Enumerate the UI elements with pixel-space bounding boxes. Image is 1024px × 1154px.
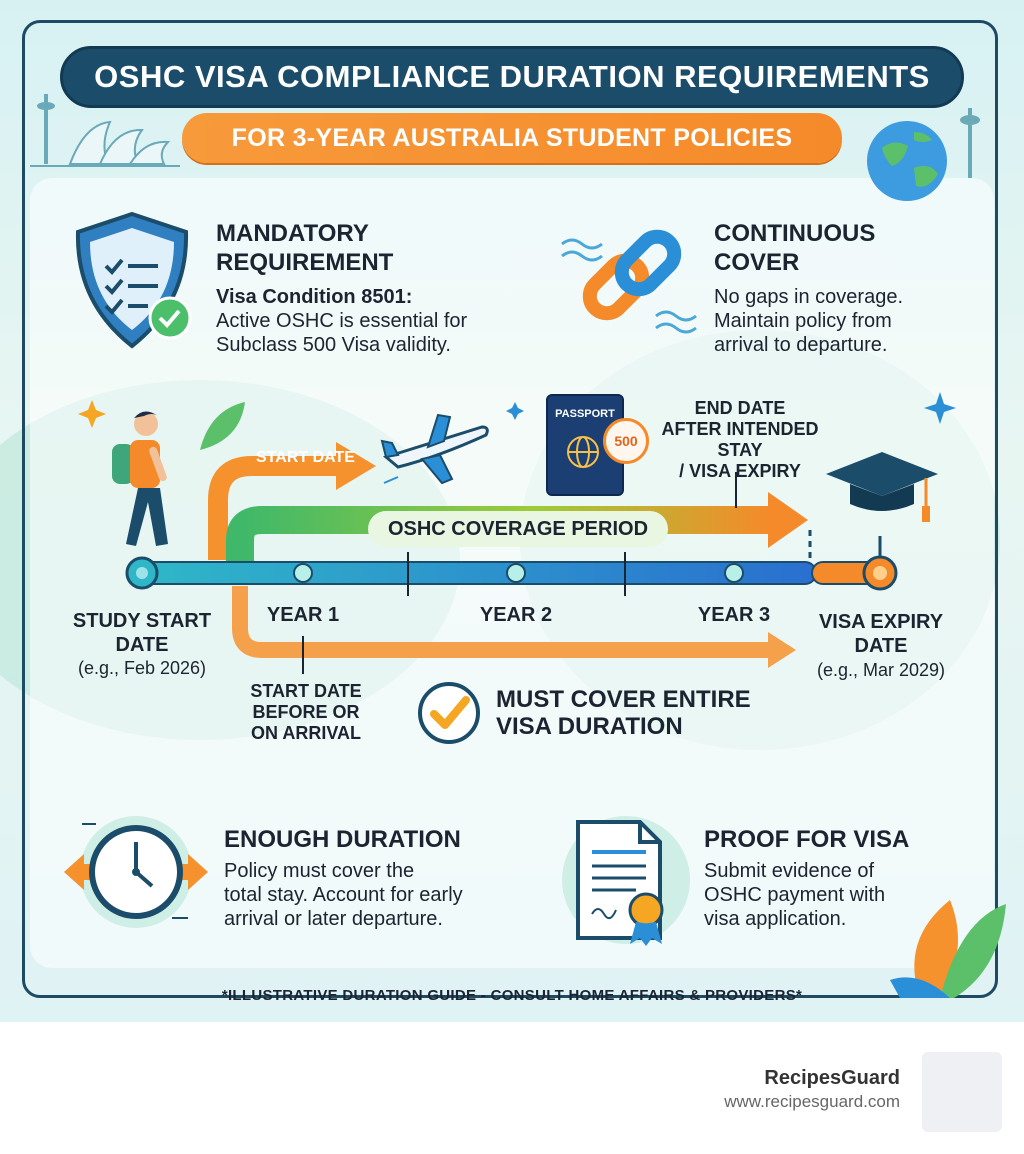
- proof-heading: PROOF FOR VISA: [704, 826, 910, 853]
- passport-label: PASSPORT: [555, 408, 615, 420]
- must-cover-label: [496, 686, 751, 740]
- study-start-line: DATE: [115, 634, 169, 656]
- before-arrival-label: [236, 681, 376, 744]
- walking-student-icon: [104, 406, 184, 554]
- proof-description: [704, 859, 885, 931]
- study-start-example: (e.g., Feb 2026): [77, 658, 207, 678]
- stamp-number: 500: [614, 433, 638, 449]
- sparkle-icon: [506, 402, 524, 420]
- brand-logo: [922, 1052, 1002, 1132]
- continuous-heading: [714, 219, 875, 277]
- page-subtitle: FOR 3-YEAR AUSTRALIA STUDENT POLICIES: [231, 123, 793, 152]
- end-date-line: AFTER INTENDED STAY: [661, 419, 819, 460]
- brand-url: www.recipesguard.com: [724, 1092, 900, 1111]
- before-arrival-line: ON ARRIVAL: [251, 723, 361, 743]
- study-start-label: [52, 609, 232, 657]
- shield-check-icon: [62, 206, 202, 356]
- continuous-text-line: Maintain policy from: [714, 310, 892, 332]
- duration-text-line: arrival or later departure.: [224, 908, 443, 930]
- mandatory-text-line: Subclass 500 Visa validity.: [216, 334, 451, 356]
- visa-condition: Visa Condition 8501:: [216, 286, 413, 308]
- continuous-heading-line: COVER: [714, 249, 800, 276]
- end-date-label: [640, 398, 840, 482]
- continuous-heading-line: CONTINUOUS: [714, 220, 876, 247]
- duration-text-line: total stay. Account for early: [224, 884, 463, 906]
- end-date-line: END DATE: [694, 398, 786, 418]
- before-arrival-line: START DATE: [250, 681, 362, 701]
- coverage-period-label: OSHC COVERAGE PERIOD: [368, 511, 668, 547]
- mandatory-text-line: Active OSHC is essential for: [216, 310, 468, 332]
- before-arrival-line: BEFORE OR: [252, 702, 360, 722]
- start-date-arrow-label: START DATE: [256, 449, 355, 466]
- duration-text-line: Policy must cover the: [224, 860, 415, 882]
- brand-name: RecipesGuard: [764, 1067, 900, 1089]
- must-cover-line: VISA DURATION: [496, 713, 683, 740]
- chain-link-icon: [556, 216, 706, 356]
- subtitle-banner: [182, 113, 842, 163]
- leaf-icon: [200, 402, 245, 450]
- proof-text-line: OSHC payment with: [704, 884, 886, 906]
- continuous-text-line: arrival to departure.: [714, 334, 888, 356]
- globe-icon: [864, 118, 950, 204]
- study-start-line: STUDY START: [72, 610, 212, 632]
- continuous-text-line: No gaps in coverage.: [714, 286, 904, 308]
- year-3-label: YEAR 3: [697, 604, 771, 626]
- graduation-cap-icon: [822, 446, 942, 526]
- mandatory-heading-line: REQUIREMENT: [216, 249, 394, 276]
- airplane-icon: [378, 405, 490, 485]
- proof-text-line: visa application.: [704, 908, 847, 930]
- mandatory-description: [216, 285, 467, 357]
- tower-icon: [955, 98, 985, 178]
- proof-text-line: Submit evidence of: [704, 860, 875, 882]
- clock-icon: [56, 810, 216, 934]
- page-title: OSHC VISA COMPLIANCE DURATION REQUIREMENTS: [94, 59, 930, 94]
- title-banner: [60, 46, 964, 108]
- sparkle-icon: [78, 400, 106, 428]
- leaf-icon: [880, 880, 1010, 1000]
- visa-expiry-example: (e.g., Mar 2029): [816, 660, 946, 680]
- disclaimer-note: *ILLUSTRATIVE DURATION GUIDE - CONSULT HOME AFFAIRS & PROVIDERS*: [221, 987, 803, 1004]
- visa-expiry-line: VISA EXPIRY: [818, 611, 944, 633]
- duration-heading: ENOUGH DURATION: [224, 826, 461, 853]
- visa-expiry-label: [796, 610, 966, 658]
- mandatory-heading: [216, 219, 393, 277]
- end-date-line: / VISA EXPIRY: [679, 461, 801, 481]
- duration-description: [224, 859, 463, 931]
- year-1-label: YEAR 1: [266, 604, 340, 626]
- mandatory-heading-line: MANDATORY: [216, 220, 369, 247]
- checkmark-circle-icon: [416, 680, 482, 746]
- continuous-description: [714, 285, 903, 357]
- certificate-icon: [556, 810, 696, 950]
- must-cover-line: MUST COVER ENTIRE: [496, 686, 751, 713]
- sparkle-icon: [924, 392, 956, 424]
- year-2-label: YEAR 2: [479, 604, 553, 626]
- visa-expiry-line: DATE: [854, 635, 908, 657]
